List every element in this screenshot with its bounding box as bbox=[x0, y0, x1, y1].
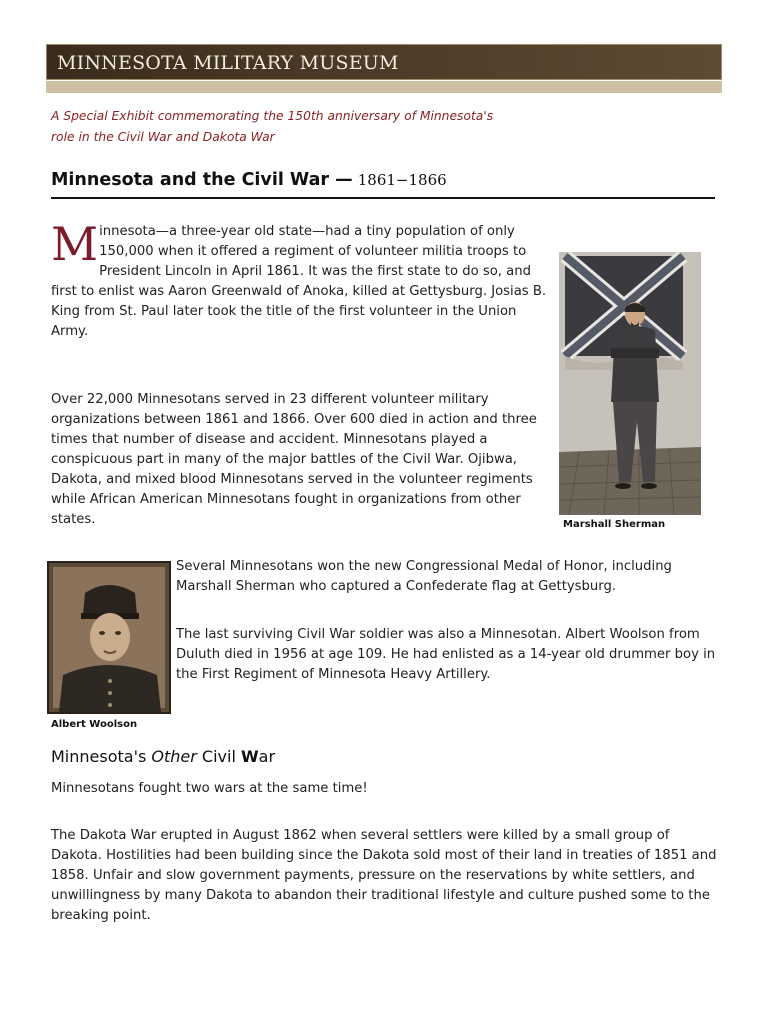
drop-cap: M bbox=[51, 217, 99, 271]
exhibit-tagline bbox=[51, 106, 521, 148]
museum-banner bbox=[46, 44, 722, 80]
dakota-war-paragraph: The Dakota War erupted in August 1862 when several settlers were killed by a small group of Dakota. Hostilities had been building since the Dakota sold most of their land in treaties of 1851 and 1858. Unfair and slow government payments, pressure on the reservations by white settlers, and unwillingness by many Dakota to abandon their traditional lifestyle and culture pushed some to the breaking point. bbox=[51, 828, 717, 923]
service-paragraph: Over 22,000 Minnesotans served in 23 different volunteer military organizations between 1861 and 1866. Over 600 died in action and three times that number of disease and accident. Minnesotans played a conspicuous part in many of the major battles of the Civil War. Ojibwa, Dakota, and mixed blood Minnesotans served in the volunteer regiments while African American Minnesotans fought in organizations from other states. bbox=[51, 392, 537, 527]
heading-years: 1861−1866 bbox=[357, 171, 447, 189]
museum-title: MINNESOTA MILITARY MUSEUM bbox=[57, 52, 399, 74]
marshall-sherman-image bbox=[559, 252, 701, 515]
albert-woolson-photo bbox=[47, 561, 171, 714]
banner-strip bbox=[46, 81, 722, 93]
subhead-part-1: Minnesota's bbox=[51, 747, 152, 766]
caption-albert-woolson: Albert Woolson bbox=[51, 719, 138, 730]
intro-paragraph-text: innesota—a three-year old state—had a tiny population of only 150,000 when it offered a regiment of volunteer militia troops to President Lincoln in April 1861. It was the first state to do so, and first to enlist was Aaron Greenwald of Anoka, killed at Gettysburg. Josias B. King from St. Paul later took the title of the first volunteer in the Union Army. bbox=[51, 224, 547, 339]
medal-of-honor-paragraph: Several Minnesotans won the new Congressional Medal of Honor, including Marshall Sherman who captured a Confederate flag at Gettysburg. bbox=[176, 559, 672, 594]
caption-marshall-sherman: Marshall Sherman bbox=[563, 519, 666, 530]
heading-title: Minnesota and the Civil War — bbox=[51, 170, 353, 190]
tagline-line-1: A Special Exhibit commemorating the 150th anniversary of Minnesota's bbox=[51, 109, 494, 123]
albert-woolson-image bbox=[49, 563, 169, 712]
subhead-part-3: ar bbox=[258, 747, 276, 766]
subhead-italic: Other bbox=[151, 747, 197, 766]
tagline-line-2: role in the Civil War and Dakota War bbox=[51, 130, 275, 144]
subhead-part-2: Civil bbox=[196, 747, 241, 766]
section-heading-civil-war bbox=[51, 170, 715, 199]
intro-paragraph bbox=[51, 217, 549, 342]
subhead-bold: W bbox=[241, 747, 259, 766]
marshall-sherman-photo bbox=[559, 252, 701, 515]
section-heading-other-civil-war bbox=[51, 747, 275, 766]
two-wars-paragraph: Minnesotans fought two wars at the same time! bbox=[51, 781, 368, 796]
last-soldier-paragraph: The last surviving Civil War soldier was also a Minnesotan. Albert Woolson from Duluth died in 1956 at age 109. He had enlisted as a 14-year old drummer boy in the First Regiment of Minnesota Heavy Artillery. bbox=[176, 627, 716, 682]
